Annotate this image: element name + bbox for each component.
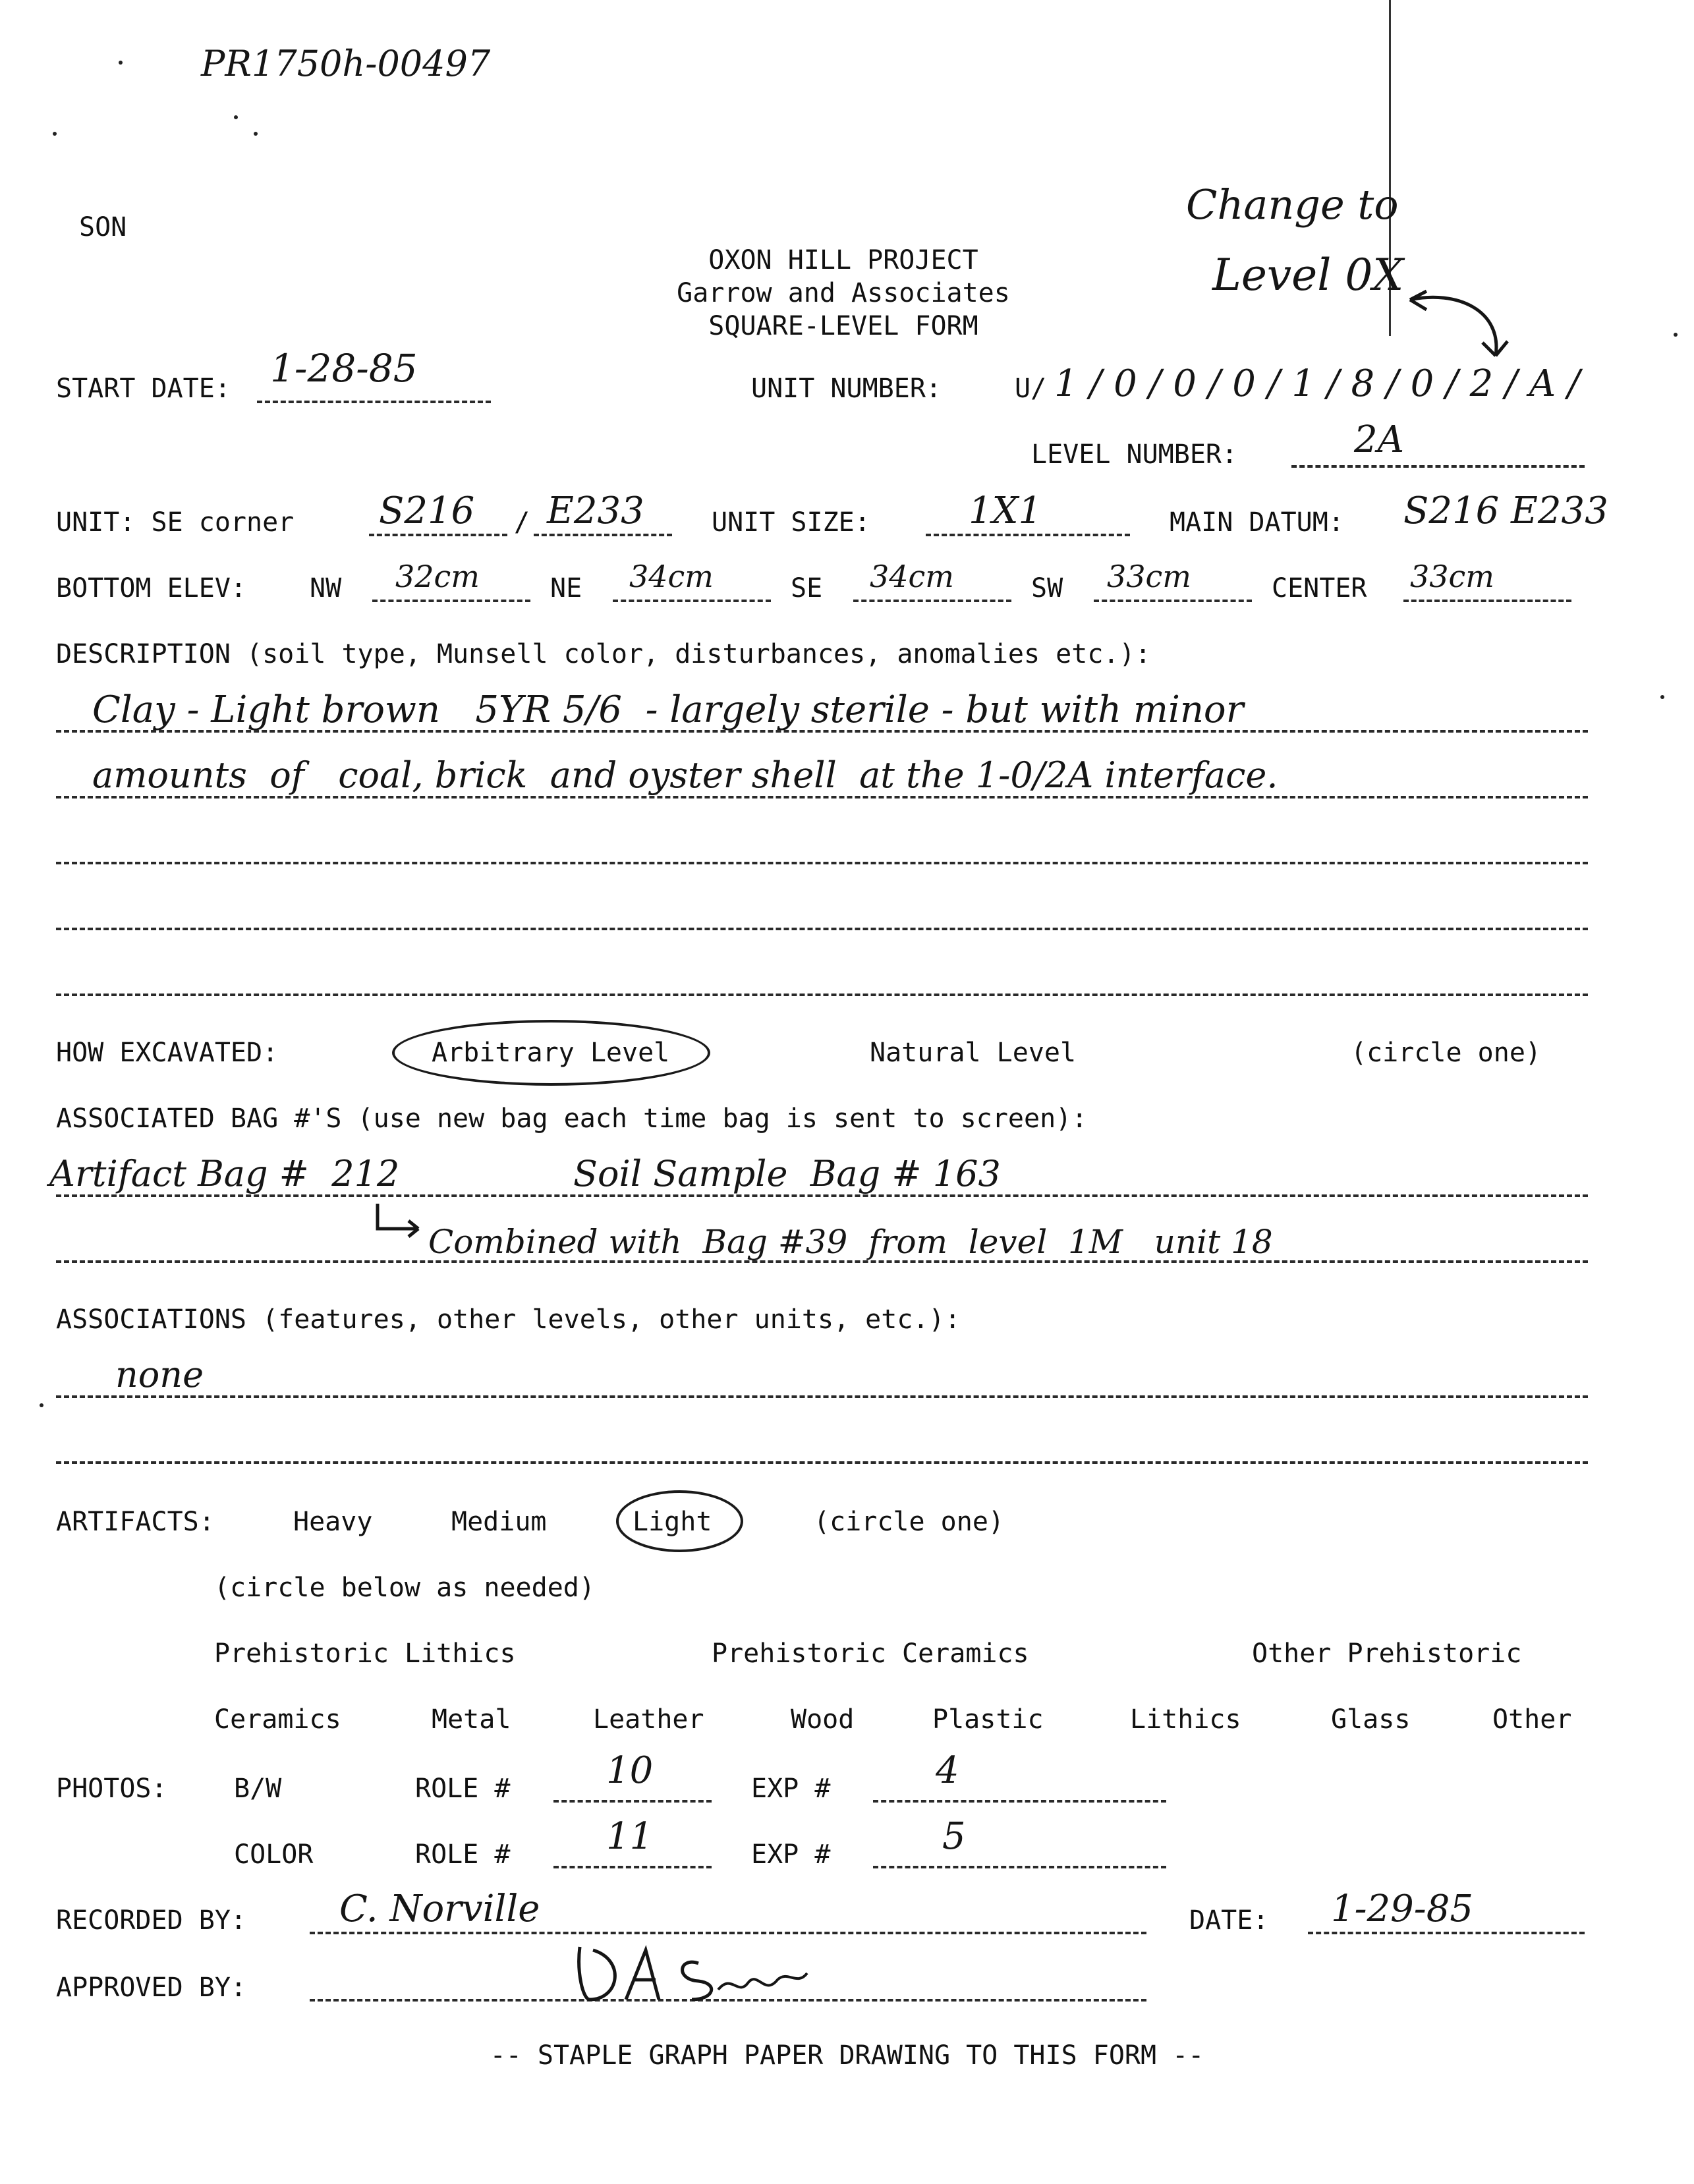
category-prehistoric-ceramics[interactable]: Prehistoric Ceramics (712, 1638, 1029, 1669)
unit-number-prefix: U/ (1015, 374, 1047, 404)
recorded-date-line (1308, 1932, 1585, 1934)
elev-sw-line (1094, 600, 1252, 602)
main-datum-label: MAIN DATUM: (1170, 507, 1344, 538)
associations-label: ASSOCIATIONS (features, other levels, other units, etc.): (56, 1304, 961, 1335)
description-label: DESCRIPTION (soil type, Munsell color, disturbances, anomalies etc.): (56, 639, 1151, 669)
description-rule-5 (56, 994, 1588, 996)
level-number-value[interactable]: 2A (1354, 418, 1405, 461)
scan-speck (1660, 695, 1664, 699)
description-rule-1 (56, 730, 1588, 733)
scan-speck (53, 132, 57, 136)
artifacts-label: ARTIFACTS: (56, 1507, 215, 1537)
photos-label: PHOTOS: (56, 1774, 167, 1804)
elev-ne-line (613, 600, 771, 602)
margin-note-line1: Change to (1186, 181, 1399, 229)
artifacts-hint: (circle one) (814, 1507, 1004, 1537)
elev-se-label: SE (791, 573, 823, 603)
option-light[interactable]: Light (633, 1507, 712, 1537)
bags-rule-2 (56, 1260, 1588, 1263)
color-role-line (553, 1866, 712, 1868)
elev-nw-value[interactable]: 32cm (395, 559, 480, 594)
associations-value[interactable]: none (115, 1354, 204, 1395)
description-rule-4 (56, 928, 1588, 930)
bw-exp-line (873, 1800, 1166, 1803)
category-other-prehistoric[interactable]: Other Prehistoric (1252, 1638, 1522, 1669)
elev-center-value[interactable]: 33cm (1410, 559, 1494, 594)
color-exp-value[interactable]: 5 (942, 1815, 966, 1858)
recorded-by-value[interactable]: C. Norville (339, 1888, 540, 1930)
elev-ne-value[interactable]: 34cm (629, 559, 714, 594)
bags-combined-note[interactable]: Combined with Bag #39 from level 1M unit 18 (428, 1223, 1273, 1261)
unit-south-value[interactable]: S216 (379, 490, 475, 532)
approver-signature (567, 1934, 817, 2013)
unit-number-label: UNIT NUMBER: (751, 374, 942, 404)
start-date-line (257, 401, 491, 403)
scan-speck (119, 61, 123, 65)
unit-south-line (369, 534, 507, 536)
recorded-by-label: RECORDED BY: (56, 1905, 246, 1936)
recorded-date-value[interactable]: 1-29-85 (1331, 1888, 1473, 1930)
how-excavated-hint: (circle one) (1351, 1038, 1541, 1068)
category-other[interactable]: Other (1492, 1704, 1572, 1735)
footer-instruction: -- STAPLE GRAPH PAPER DRAWING TO THIS FORM -- (490, 2040, 1204, 2071)
elev-sw-label: SW (1031, 573, 1063, 603)
category-leather[interactable]: Leather (593, 1704, 704, 1735)
level-number-label: LEVEL NUMBER: (1031, 439, 1238, 470)
category-lithics[interactable]: Lithics (1130, 1704, 1241, 1735)
how-excavated-label: HOW EXCAVATED: (56, 1038, 279, 1068)
unit-size-line (926, 534, 1130, 536)
elev-sw-value[interactable]: 33cm (1107, 559, 1191, 594)
main-datum-value[interactable]: S216 E233 (1403, 490, 1608, 532)
elev-nw-label: NW (310, 573, 342, 603)
unit-number-value[interactable]: 1 / 0 / 0 / 0 / 1 / 8 / 0 / 2 / A / (1054, 362, 1580, 405)
start-date-value[interactable]: 1-28-85 (270, 346, 418, 391)
photos-color-label: COLOR (234, 1839, 314, 1870)
start-date-label: START DATE: (56, 374, 231, 404)
form-title: SQUARE-LEVEL FORM (708, 311, 978, 341)
category-plastic[interactable]: Plastic (932, 1704, 1044, 1735)
corner-mark: SON (79, 212, 127, 242)
category-ceramics[interactable]: Ceramics (214, 1704, 341, 1735)
elev-center-line (1403, 600, 1571, 602)
associations-rule-1 (56, 1395, 1588, 1398)
elev-ne-label: NE (550, 573, 582, 603)
bw-role-value[interactable]: 10 (606, 1749, 654, 1792)
document-id: PR1750h-00497 (201, 43, 491, 84)
bags-label: ASSOCIATED BAG #'S (use new bag each time bag is sent to screen): (56, 1104, 1088, 1134)
category-glass[interactable]: Glass (1331, 1704, 1411, 1735)
unit-east-value[interactable]: E233 (547, 490, 644, 532)
soil-sample-bag-value[interactable]: Soil Sample Bag # 163 (573, 1153, 1001, 1194)
color-role-value[interactable]: 11 (606, 1815, 654, 1858)
scan-speck (234, 115, 238, 119)
bw-exp-value[interactable]: 4 (936, 1749, 959, 1792)
scan-speck (254, 132, 258, 136)
unit-size-value[interactable]: 1X1 (969, 490, 1042, 532)
artifacts-sub-hint: (circle below as needed) (214, 1573, 595, 1603)
color-role-label: ROLE # (415, 1839, 511, 1870)
scan-speck (40, 1403, 43, 1407)
description-rule-2 (56, 796, 1588, 798)
color-exp-label: EXP # (751, 1839, 831, 1870)
category-wood[interactable]: Wood (791, 1704, 855, 1735)
artifact-bag-value[interactable]: Artifact Bag # 212 (49, 1153, 400, 1194)
level-number-line (1291, 465, 1585, 468)
bottom-elev-label: BOTTOM ELEV: (56, 573, 246, 603)
category-prehistoric-lithics[interactable]: Prehistoric Lithics (214, 1638, 516, 1669)
color-exp-line (873, 1866, 1166, 1868)
photos-bw-label: B/W (234, 1774, 282, 1804)
description-rule-3 (56, 862, 1588, 864)
option-natural-level[interactable]: Natural Level (870, 1038, 1077, 1068)
unit-size-label: UNIT SIZE: (712, 507, 870, 538)
description-line-2[interactable]: amounts of coal, brick and oyster shell at the 1-0/2A interface. (92, 754, 1278, 796)
elev-se-value[interactable]: 34cm (870, 559, 954, 594)
unit-se-corner-label: UNIT: SE corner (56, 507, 295, 538)
bags-rule-1 (56, 1194, 1588, 1197)
bw-role-label: ROLE # (415, 1774, 511, 1804)
bw-exp-label: EXP # (751, 1774, 831, 1804)
option-medium[interactable]: Medium (451, 1507, 547, 1537)
elev-se-line (853, 600, 1011, 602)
scan-speck (1674, 333, 1678, 337)
option-arbitrary-level[interactable]: Arbitrary Level (432, 1038, 670, 1068)
associations-rule-2 (56, 1461, 1588, 1464)
recorded-date-label: DATE: (1189, 1905, 1269, 1936)
margin-note-line2: Level 0X (1212, 250, 1404, 300)
elev-center-label: CENTER (1272, 573, 1367, 603)
elev-nw-line (372, 600, 530, 602)
bags-arrow-icon (372, 1202, 425, 1242)
firm-name: Garrow and Associates (677, 278, 1010, 308)
option-heavy[interactable]: Heavy (293, 1507, 373, 1537)
approved-by-label: APPROVED BY: (56, 1973, 246, 2003)
project-title: OXON HILL PROJECT (708, 245, 978, 275)
category-metal[interactable]: Metal (432, 1704, 511, 1735)
description-line-1[interactable]: Clay - Light brown 5YR 5/6 - largely sterile - but with minor (92, 688, 1244, 731)
unit-separator: / (514, 507, 530, 538)
bw-role-line (553, 1800, 712, 1803)
unit-east-line (534, 534, 672, 536)
